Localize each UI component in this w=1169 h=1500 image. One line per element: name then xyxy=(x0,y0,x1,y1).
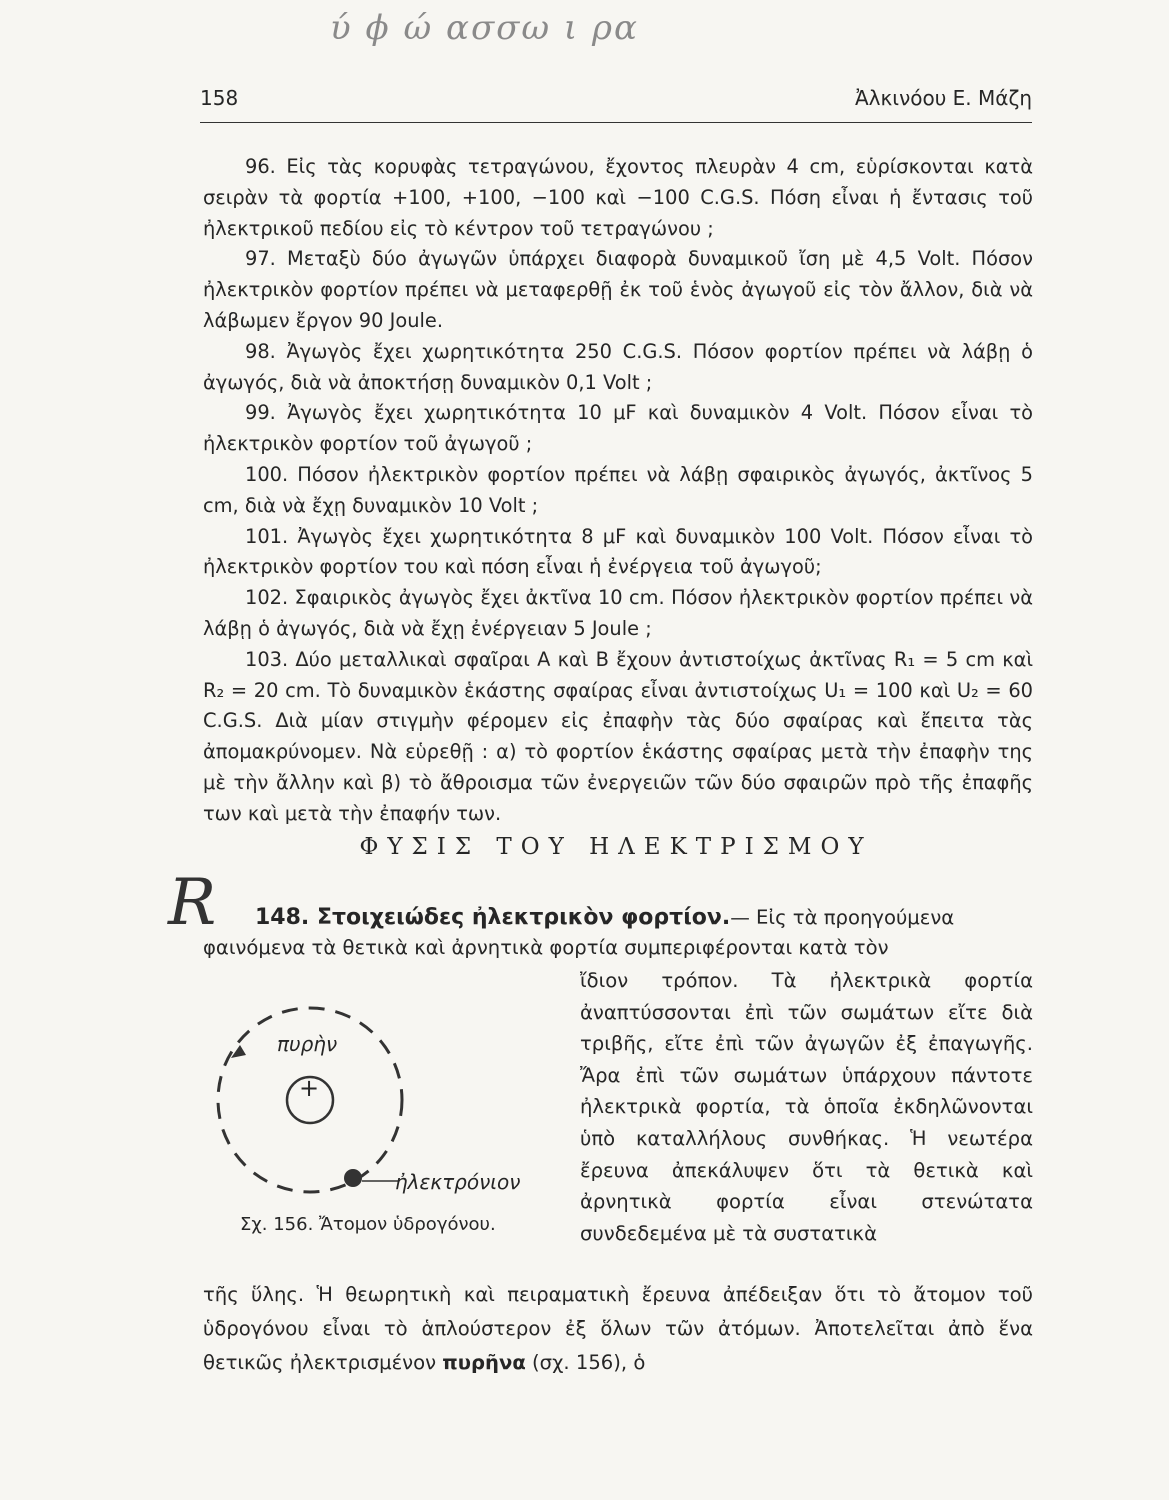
problem-96: 96. Εἰς τὰς κορυφὰς τετραγώνου, ἔχοντος πλευρὰν 4 cm, εὑρίσκονται κατὰ σειρὰν τὰ φορτία +100, +100, −100 καὶ −100 C.G.S. Πόση εἶναι ἡ ἔντασις τοῦ ἠλεκτρικοῦ πεδίου εἰς τὸ κέντρον τοῦ τετραγώνου ; xyxy=(203,155,1033,240)
problem-102: 102. Σφαιρικὸς ἀγωγὸς ἔχει ἀκτῖνα 10 cm. Πόσον ἠλεκτρικὸν φορτίον πρέπει νὰ λάβῃ ὁ ἀγωγός, διὰ νὰ ἔχῃ ἐνέργειαν 5 Joule ; xyxy=(203,586,1033,640)
article-lead: — Εἰς τὰ προηγούμενα φαινόμενα τὰ θετικὰ καὶ ἀρνητικὰ φορτία συμπεριφέρονται κατὰ τὸν xyxy=(203,906,955,960)
article-bottom-paragraph xyxy=(203,1278,1033,1380)
problem-103: 103. Δύο μεταλλικαὶ σφαῖραι Α καὶ Β ἔχουν ἀντιστοίχως ἀκτῖνας R₁ = 5 cm καὶ R₂ = 20 cm. Τὸ δυναμικὸν ἑκάστης σφαίρας εἶναι ἀντιστοίχως U₁ = 100 καὶ U₂ = 60 C.G.S. Διὰ μίαν στιγμὴν φέρομεν εἰς ἐπαφὴν τὰς δύο σφαίρας καὶ ἔπειτα τὰς ἀπομακρύνομεν. Νὰ εὑρεθῇ : α) τὸ φορτίον ἑκάστης σφαίρας μετὰ τὴν ἐπαφὴν της μὲ τὴν ἄλλην καὶ β) τὸ ἄθροισμα τῶν ἐνεργειῶν τῶν δύο σφαιρῶν πρὸ τῆς ἐπαφῆς των καὶ μετὰ τὴν ἐπαφήν των. xyxy=(203,647,1033,825)
article-title: 148. Στοιχειώδες ἠλεκτρικὸν φορτίον. xyxy=(255,905,731,930)
figure-caption: Σχ. 156. Ἄτομον ὑδρογόνου. xyxy=(240,1214,496,1235)
article-intro xyxy=(203,903,1033,964)
problem-98: 98. Ἀγωγὸς ἔχει χωρητικότητα 250 C.G.S. Πόσον φορτίον πρέπει νὰ λάβῃ ὁ ἀγωγός, διὰ νὰ ἀποκτήσῃ δυναμικὸν 0,1 Volt ; xyxy=(203,339,1033,394)
section-heading: ΦΥΣΙΣ ΤΟΥ ΗΛΕΚΤΡΙΣΜΟΥ xyxy=(359,834,873,860)
handwritten-note: ύ ϕ ώ ασσω ι ρα xyxy=(330,8,639,48)
problem-100: 100. Πόσον ἠλεκτρικὸν φορτίον πρέπει νὰ λάβῃ σφαιρικὸς ἀγωγός, ἀκτῖνος 5 cm, διὰ νὰ ἔχῃ δυναμικὸν 10 Volt ; xyxy=(203,462,1033,517)
article-bottom-tail: (σχ. 156), ὁ xyxy=(525,1351,646,1374)
nucleus-label: πυρὴν xyxy=(277,1032,338,1056)
problem-99: 99. Ἀγωγὸς ἔχει χωρητικότητα 10 μF καὶ δυναμικὸν 4 Volt. Πόσον εἶναι τὸ ἠλεκτρικὸν φορτίον τοῦ ἀγωγοῦ ; xyxy=(203,401,1033,456)
article-bottom xyxy=(203,1278,1033,1380)
plus-sign: + xyxy=(299,1074,320,1102)
electron-label: ἠλεκτρόνιον xyxy=(395,1170,521,1194)
page-header xyxy=(200,86,1032,124)
margin-mark: R xyxy=(168,866,217,940)
article-right-column xyxy=(580,965,1033,1249)
article-right-text: ἴδιον τρόπον. Τὰ ἠλεκτρικὰ φορτία ἀναπτύσσονται ἐπὶ τῶν σωμάτων εἴτε διὰ τριβῆς, εἴτε ἐπὶ τῶν ἀγωγῶν ἐξ ἐπαγωγῆς. Ἄρα ἐπὶ τῶν σωμάτων ὑπάρχουν πάντοτε ἠλεκτρικὰ φορτία, τὰ ὁποῖα ἐκδηλῶνονται ὑπὸ καταλλήλους συνθήκας. Ἡ νεωτέρα ἔρευνα ἀπεκάλυψεν ὅτι τὰ θετικὰ καὶ ἀρνητικὰ φορτία εἶναι στενώτατα συνδεδεμένα μὲ τὰ συστατικὰ xyxy=(580,969,1033,1245)
problem-101: 101. Ἀγωγὸς ἔχει χωρητικότητα 8 μF καὶ δυναμικὸν 100 Volt. Πόσον εἶναι τὸ ἠλεκτρικὸν φορτίον του καὶ πόση εἶναι ἡ ἐνέργεια τοῦ ἀγωγοῦ; xyxy=(203,524,1033,579)
problems-list xyxy=(203,152,1033,830)
header-rule xyxy=(200,122,1032,123)
orbit-arrow-icon xyxy=(231,1045,246,1058)
electron-dot xyxy=(344,1169,362,1187)
bold-term-nucleus: πυρῆνα xyxy=(442,1351,526,1374)
running-head: Ἀλκινόου Ε. Μάζη xyxy=(855,86,1032,110)
hydrogen-atom-figure xyxy=(200,1000,560,1220)
page-number: 158 xyxy=(200,86,239,110)
article-bottom-text: τῆς ὕλης. Ἡ θεωρητικὴ καὶ πειραματικὴ ἔρευνα ἀπέδειξαν ὅτι τὸ ἄτομον τοῦ ὑδρογόνου εἶναι τὸ ἁπλούστερον ἐξ ὅλων τῶν ἀτόμων. Ἀποτελεῖται ἀπὸ ἕνα θετικῶς ἠλεκτρισμένον xyxy=(203,1283,1033,1374)
problem-97: 97. Μεταξὺ δύο ἀγωγῶν ὑπάρχει διαφορὰ δυναμικοῦ ἴση μὲ 4,5 Volt. Πόσον ἠλεκτρικὸν φορτίον πρέπει νὰ μεταφερθῇ ἐκ τοῦ ἑνὸς ἀγωγοῦ εἰς τὸν ἄλλον, διὰ νὰ λάβωμεν ἔργον 90 Joule. xyxy=(203,247,1033,332)
